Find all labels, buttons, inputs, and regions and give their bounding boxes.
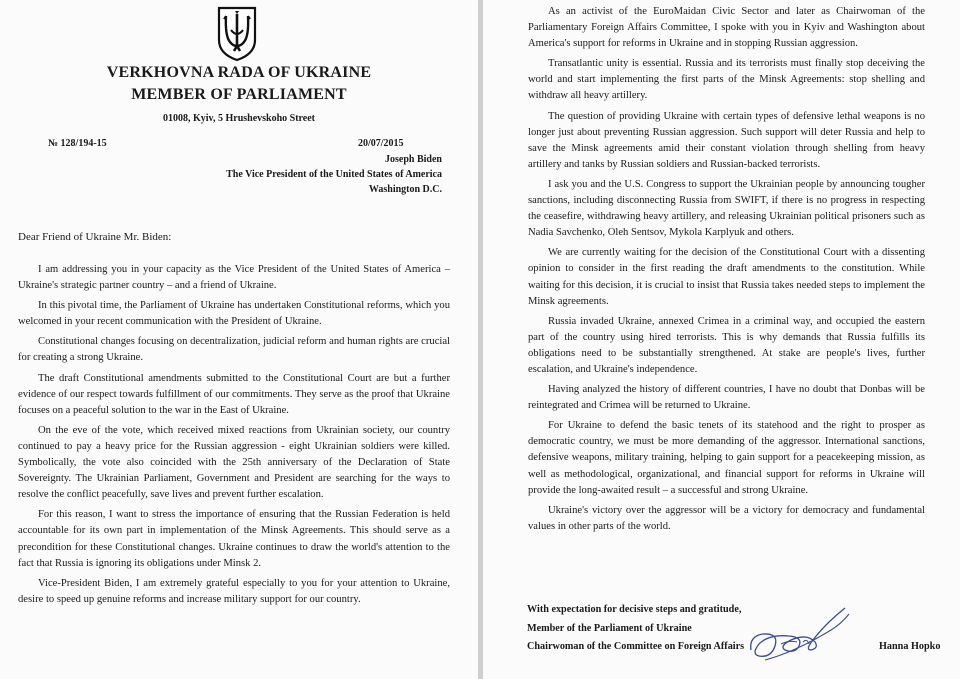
paragraph: Russia invaded Ukraine, annexed Crimea in a criminal way, and occupied the eastern part of the country using hired terrorists. This is why demands that Russia fulfills its obligations need to be substantially strengthened. At stake are people's lives, further escalation, and Ukraine's independence. xyxy=(528,315,925,375)
letterhead-address: 01008, Kyiv, 5 Hrushevskoho Street xyxy=(162,113,316,124)
paragraph: Constitutional changes focusing on decentralization, judicial reform and human rights are crucial for creating a strong Ukraine. xyxy=(18,336,450,364)
recipient-name: Joseph Biden xyxy=(385,154,442,165)
letter-date: 20/07/2015 xyxy=(358,138,404,149)
paragraph: Transatlantic unity is essential. Russia and its terrorists must finally stop deceiving the world and start implementing the first parts of the Minsk Agreements: stop shelling and withdraw all heavy artillery. xyxy=(528,58,925,102)
paragraph: For this reason, I want to stress the importance of ensuring that the Russian Federation is held accountable for its own part in implementation of the Minsk Agreements. This should serve as a precondition for these Constitutional changes. Ukraine continues to draw the world's attention to the fact that Russia is ignoring its obligations under Minsk 2. xyxy=(18,509,450,569)
salutation: Dear Friend of Ukraine Mr. Biden: xyxy=(18,231,172,243)
paragraph: Having analyzed the history of different countries, I have no doubt that Donbas will be reintegrated and Crimea will be returned to Ukraine. xyxy=(528,384,925,412)
letter-body-right xyxy=(528,4,925,539)
paragraph: In this pivotal time, the Parliament of Ukraine has undertaken Constitutional reforms, which you welcomed in your recent communication with the President of Ukraine. xyxy=(18,300,450,328)
paragraph: On the eve of the vote, which received mixed reactions from Ukrainian society, our country continued to pay a heavy price for the Russian aggression - eight Ukrainian soldiers were killed. Symbolically, the vote also coincided with the 25th anniversary of the Declaration of State Sovereignty. The Ukrainian Parliament, Government and President are searching for the ways to resolve the conflict peacefully, save lives and prevent further escalation. xyxy=(18,424,450,501)
trident-coat-of-arms-icon xyxy=(216,6,258,62)
paragraph: The question of providing Ukraine with certain types of defensive lethal weapons is no longer just about preventing Russian aggression. Such support will deter Russia and help to save the Minsk agreements amid their constant violation through shelling from heavy artillery and tanks by Russian soldiers and Russian-backed terrorists. xyxy=(528,110,925,170)
letter-body-left xyxy=(18,262,450,612)
closing-committee: Chairwoman of the Committee on Foreign Affairs xyxy=(527,641,745,652)
signer-name: Hanna Hopko xyxy=(879,641,941,652)
recipient-city: Washington D.C. xyxy=(368,184,442,195)
closing-position: Member of the Parliament of Ukraine xyxy=(527,623,692,634)
paragraph: Vice-President Biden, I am extremely grateful especially to you for your attention to Ukraine, desire to speed up genuine reforms and increase military support for our country. xyxy=(18,577,450,605)
recipient-title: The Vice President of the United States of America xyxy=(226,169,442,180)
paragraph: For Ukraine to defend the basic tenets of its statehood and the right to prosper as democratic country, we must be more demanding of the aggressor. International sanctions, defensive weapons, military training, helping to gain support for a peacekeeping mission, as well as methodological, organizational, and financial support for reforms in Ukraine will provide the long-awaited result – a successful and strong Ukraine. xyxy=(528,420,925,496)
paragraph: We are currently waiting for the decision of the Constitutional Court with a dissenting opinion to consider in the first reading the draft amendments to the constitution. While waiting for this decision, it is crucial to insist that Russia takes needed steps to implement the Minsk agreements. xyxy=(528,247,925,307)
letter-page-1 xyxy=(0,0,478,679)
reference-number: № 128/194-15 xyxy=(48,138,107,149)
closing-line: With expectation for decisive steps and gratitude, xyxy=(527,604,742,615)
paragraph: I ask you and the U.S. Congress to support the Ukrainian people by announcing tougher sanctions, including disconnecting Russia from SWIFT, if there is no progress in respecting the ceasefire, withdrawing heavy artillery, and releasing Ukrainian political prisoners such as Nadia Savchenko, Oleh Sentsov, Mykola Karplyuk and others. xyxy=(528,178,925,239)
org-subtitle: MEMBER OF PARLIAMENT xyxy=(131,86,347,103)
paragraph: As an activist of the EuroMaidan Civic Sector and later as Chairwoman of the Parliamentary Foreign Affairs Committee, I spoke with you in Kyiv and Washington about America's support for reforms in Ukraine and in stopping Russian aggression. xyxy=(528,6,925,50)
org-name: VERKHOVNA RADA OF UKRAINE xyxy=(106,64,372,81)
paragraph: The draft Constitutional amendments submitted to the Constitutional Court are but a further evidence of our respect towards fulfillment of our commitments. They serve as the proof that Ukraine focuses on a peaceful solution to the war in the East of Ukraine. xyxy=(18,372,450,416)
letter-page-2 xyxy=(483,0,960,679)
paragraph: I am addressing you in your capacity as the Vice President of the United States of America – Ukraine's strategic partner country – and a friend of Ukraine. xyxy=(18,264,450,292)
paragraph: Ukraine's victory over the aggressor will be a victory for democracy and fundamental values in other parts of the world. xyxy=(528,504,925,532)
signature-image xyxy=(745,600,855,672)
